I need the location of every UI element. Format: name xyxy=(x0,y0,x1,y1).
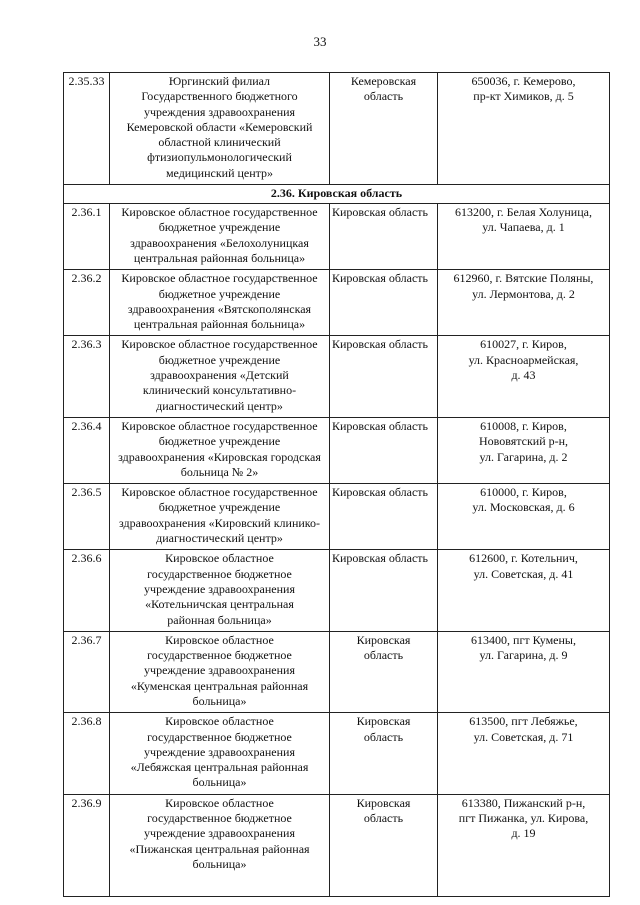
institution-name xyxy=(110,270,330,336)
institution-name xyxy=(110,631,330,712)
address-line: ул. Советская, д. 41 xyxy=(473,566,574,581)
institution-name-line: здравоохранения «Детский xyxy=(150,368,289,383)
institution-name-line: «Пижанская центральная районная xyxy=(129,841,310,856)
institution-name-line: здравоохранения «Кировский клинико- xyxy=(119,515,320,530)
institution-name-line: бюджетное учреждение xyxy=(158,220,281,235)
address-line: ул. Гагарина, д. 9 xyxy=(479,648,568,663)
address xyxy=(438,713,610,794)
table-row xyxy=(64,631,610,712)
institution-name-line: центральная районная больница» xyxy=(133,250,306,265)
address-line: Нововятский р-н, xyxy=(478,434,569,449)
institution-name-line: Кировское областное xyxy=(165,551,274,566)
institution-name-line: «Лебяжская центральная районная xyxy=(130,760,309,775)
region-line: область xyxy=(363,811,404,826)
institution-name-line: больница» xyxy=(192,693,247,708)
region xyxy=(330,484,438,550)
address-line: ул. Красноармейская, xyxy=(468,352,579,367)
institution-name-line: Кемеровской области «Кемеровский xyxy=(126,119,313,134)
region xyxy=(330,417,438,483)
registry-table xyxy=(63,72,610,897)
institution-name xyxy=(110,713,330,794)
institution-name-line: учреждение здравоохранения xyxy=(144,581,295,596)
page-number: 33 xyxy=(313,34,327,49)
institution-name-line: Кировское областное государственное xyxy=(121,418,318,433)
region-line: Кировская область xyxy=(332,205,429,220)
region-line: Кировская область xyxy=(332,271,429,286)
institution-name-line: клинический консультативно- xyxy=(142,383,297,398)
row-number: 2.36.5 xyxy=(64,484,110,550)
address-line: д. 19 xyxy=(511,826,536,841)
row-number: 2.35.33 xyxy=(64,73,110,185)
region xyxy=(330,713,438,794)
institution-name-line: бюджетное учреждение xyxy=(158,500,281,515)
institution-name xyxy=(110,73,330,185)
institution-name-line: «Котельничская центральная xyxy=(145,597,294,612)
address-line: ул. Московская, д. 6 xyxy=(472,500,575,515)
table-row xyxy=(64,336,610,417)
address-line: 612960, г. Вятские Поляны, xyxy=(453,271,594,286)
address-line: 650036, г. Кемерово, xyxy=(471,74,576,88)
address-line: 613200, г. Белая Холуница, xyxy=(455,205,592,220)
region-line: Кировская область xyxy=(332,337,429,352)
section-row xyxy=(64,185,610,204)
address xyxy=(438,794,610,896)
address-line: 610008, г. Киров, xyxy=(480,418,567,433)
institution-name-line: Кировское областное xyxy=(165,714,274,729)
institution-name-line: районная больница» xyxy=(167,612,272,627)
address-line: ул. Лермонтова, д. 2 xyxy=(472,286,575,301)
institution-name-line: Государственного бюджетного xyxy=(141,89,298,104)
row-number: 2.36.9 xyxy=(64,794,110,896)
region xyxy=(330,270,438,336)
table-row xyxy=(64,484,610,550)
address-line: ул. Чапаева, д. 1 xyxy=(482,220,565,235)
region-line: область xyxy=(363,89,404,104)
institution-name-line: учреждение здравоохранения xyxy=(144,744,295,759)
institution-name-line: больница № 2» xyxy=(180,464,259,479)
address-line: 613500, пгт Лебяжье, xyxy=(469,714,578,729)
address xyxy=(438,484,610,550)
institution-name-line: центральная районная больница» xyxy=(133,317,306,332)
region xyxy=(330,550,438,631)
region-line: Кировская xyxy=(356,714,411,729)
institution-name-line: учреждение здравоохранения xyxy=(144,663,295,678)
institution-name-line: учреждение здравоохранения xyxy=(144,826,295,841)
institution-name-line: медицинский центр» xyxy=(165,165,274,180)
row-number: 2.36.4 xyxy=(64,417,110,483)
address xyxy=(438,73,610,185)
institution-name-line: государственное бюджетное xyxy=(147,566,292,581)
region xyxy=(330,336,438,417)
institution-name-line: Кировское областное xyxy=(165,795,274,810)
address xyxy=(438,550,610,631)
row-number: 2.36.1 xyxy=(64,204,110,270)
institution-name-line: фтизиопульмонологический xyxy=(147,150,292,165)
institution-name-line: диагностический центр» xyxy=(156,531,283,546)
address xyxy=(438,204,610,270)
institution-name-line: бюджетное учреждение xyxy=(158,352,281,367)
region-line: Кировская xyxy=(356,632,411,647)
address xyxy=(438,631,610,712)
institution-name-line: больница» xyxy=(192,856,247,871)
address xyxy=(438,417,610,483)
institution-name-line: Кировское областное государственное xyxy=(121,271,318,286)
table-row xyxy=(64,713,610,794)
institution-name-line: бюджетное учреждение xyxy=(158,434,281,449)
institution-name-line: Кировское областное государственное xyxy=(121,485,318,500)
table-row xyxy=(64,794,610,896)
address-line: 613380, Пижанский р-н, xyxy=(461,795,586,810)
region-line: Кировская область xyxy=(332,551,429,566)
institution-name xyxy=(110,204,330,270)
address-line: 610000, г. Киров, xyxy=(480,485,567,500)
institution-name-line: Кировское областное xyxy=(165,632,274,647)
institution-name-line: бюджетное учреждение xyxy=(158,286,281,301)
institution-name xyxy=(110,794,330,896)
institution-name-line: Кировское областное государственное xyxy=(121,337,318,352)
row-number: 2.36.8 xyxy=(64,713,110,794)
institution-name-line: диагностический центр» xyxy=(156,398,283,413)
address-line: 610027, г. Киров, xyxy=(480,337,567,352)
row-number: 2.36.2 xyxy=(64,270,110,336)
region-line: Кировская xyxy=(356,795,411,810)
institution-name-line: областной клинический xyxy=(158,135,281,150)
region-line: Кировская область xyxy=(332,485,429,500)
region xyxy=(330,794,438,896)
table-row xyxy=(64,417,610,483)
address-line: 613400, пгт Кумены, xyxy=(471,632,576,647)
institution-name-line: государственное бюджетное xyxy=(147,811,292,826)
row-number: 2.36.7 xyxy=(64,631,110,712)
address-line: ул. Советская, д. 71 xyxy=(473,729,574,744)
table-row xyxy=(64,270,610,336)
institution-name-line: здравоохранения «Вятскополянская xyxy=(127,301,312,316)
region xyxy=(330,73,438,185)
region-line: область xyxy=(363,648,404,663)
section-title: 2.36. Кировская область xyxy=(64,185,610,204)
region xyxy=(330,631,438,712)
region xyxy=(330,204,438,270)
institution-name-line: учреждения здравоохранения xyxy=(143,104,296,119)
table-row xyxy=(64,204,610,270)
institution-name-line: государственное бюджетное xyxy=(147,648,292,663)
institution-name xyxy=(110,484,330,550)
institution-name-line: «Куменская центральная районная xyxy=(130,678,309,693)
institution-name xyxy=(110,417,330,483)
institution-name-line: здравоохранения «Белохолуницкая xyxy=(130,235,309,250)
institution-name-line: Юргинский филиал xyxy=(168,74,271,88)
region-line: Кировская область xyxy=(332,418,429,433)
table-row xyxy=(64,550,610,631)
address-line: ул. Гагарина, д. 2 xyxy=(479,449,568,464)
row-number: 2.36.3 xyxy=(64,336,110,417)
row-number: 2.36.6 xyxy=(64,550,110,631)
region-line: область xyxy=(363,729,404,744)
address-line: пр-кт Химиков, д. 5 xyxy=(473,89,574,104)
address-line: пгт Пижанка, ул. Кирова, xyxy=(458,811,589,826)
address xyxy=(438,270,610,336)
table-row xyxy=(64,73,610,185)
institution-name-line: Кировское областное государственное xyxy=(121,205,318,220)
institution-name-line: больница» xyxy=(192,775,247,790)
address-line: д. 43 xyxy=(511,368,536,383)
address xyxy=(438,336,610,417)
institution-name xyxy=(110,336,330,417)
institution-name xyxy=(110,550,330,631)
address-line: 612600, г. Котельнич, xyxy=(469,551,578,566)
institution-name-line: здравоохранения «Кировская городская xyxy=(118,449,321,464)
region-line: Кемеровская xyxy=(350,74,417,88)
institution-name-line: государственное бюджетное xyxy=(147,729,292,744)
